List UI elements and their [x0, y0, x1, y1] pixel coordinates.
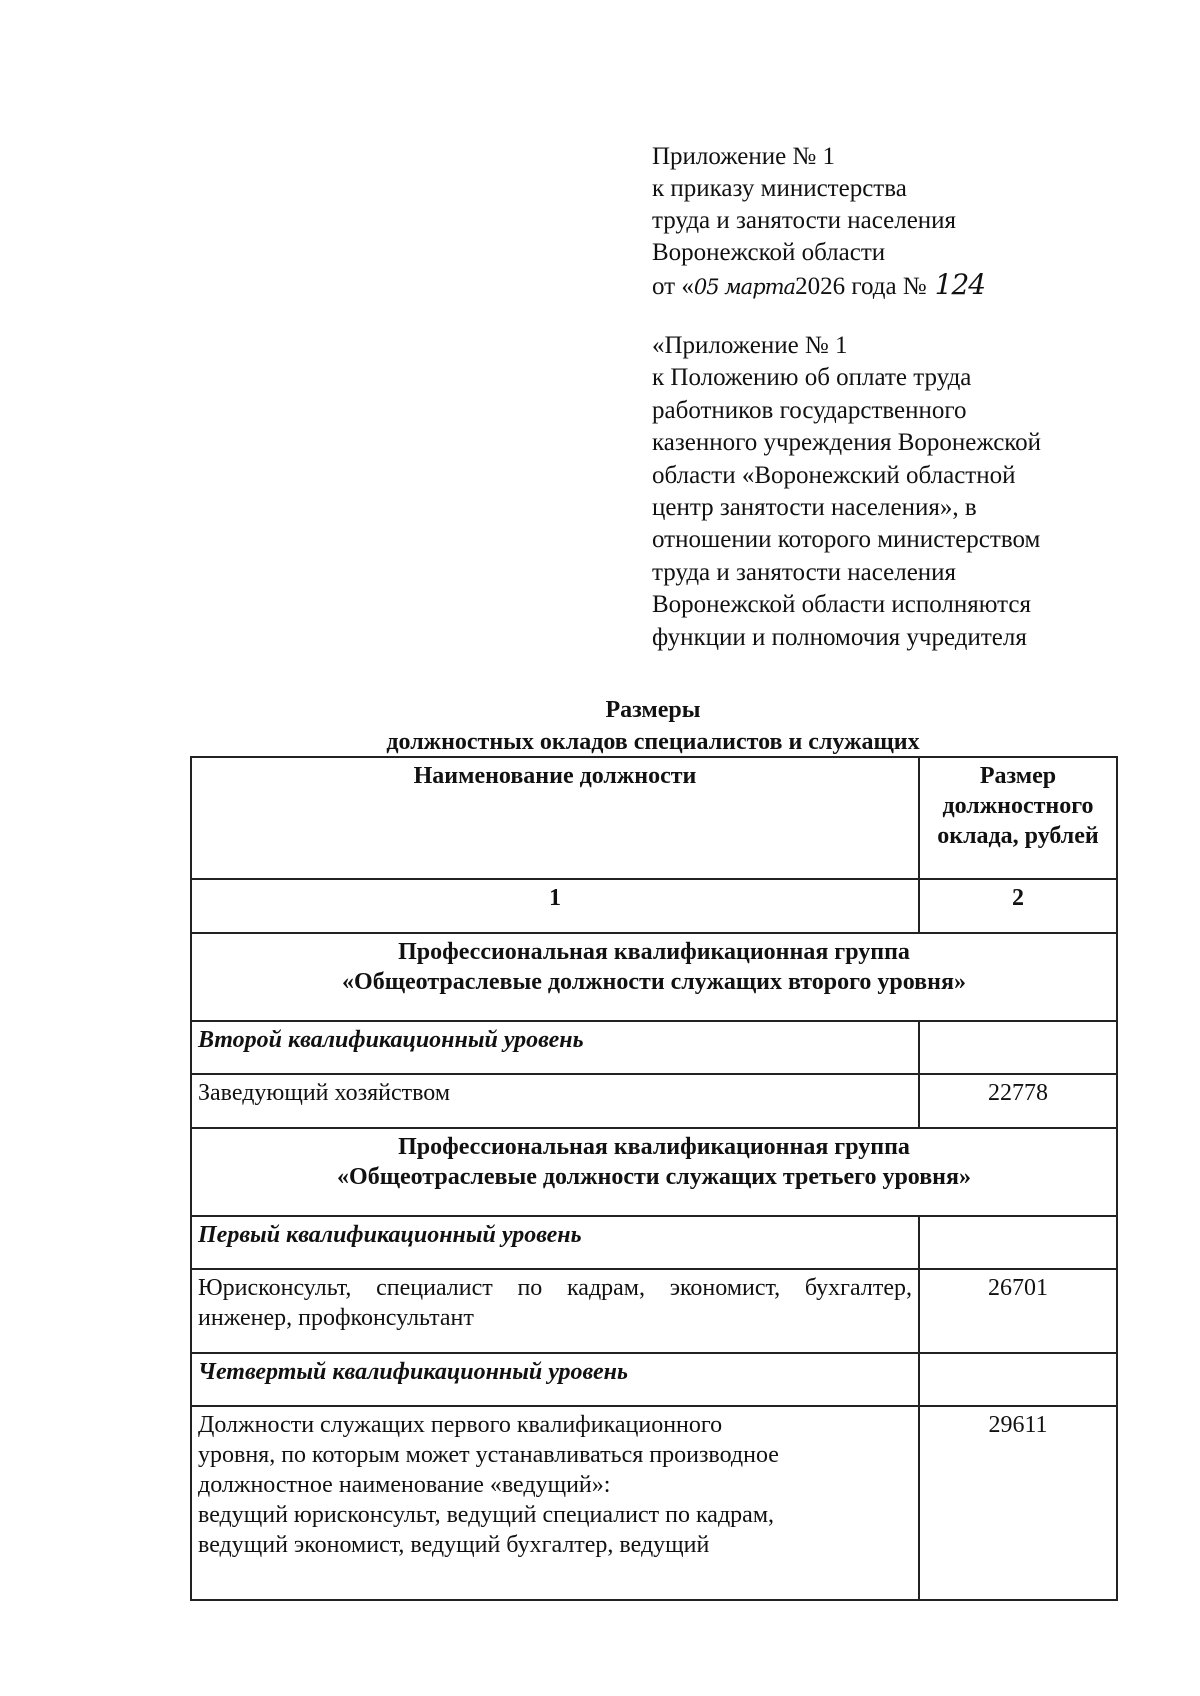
- salary-value: 26701: [919, 1269, 1117, 1353]
- header-line: к приказу министерства: [652, 175, 907, 202]
- order-attachment-header: [652, 141, 1152, 303]
- column-header-salary: [919, 757, 1117, 879]
- document-title: [190, 694, 1116, 758]
- position-name-line: уровня, по которым может устанавливаться производное: [198, 1442, 779, 1468]
- group-title: [191, 1128, 1117, 1216]
- date-prefix: от «: [652, 273, 694, 300]
- date-year: 2026 года №: [795, 273, 927, 300]
- level-row: [191, 1021, 1117, 1074]
- handwritten-order-number: 124: [934, 268, 986, 301]
- level-label: Второй квалификационный уровень: [191, 1021, 919, 1074]
- appendix-line: функции и полномочия учредителя: [652, 623, 1027, 651]
- table-row: [191, 1074, 1117, 1128]
- position-name: [191, 1406, 919, 1600]
- title-line-2: должностных окладов специалистов и служащих: [386, 729, 920, 755]
- position-name: Заведующий хозяйством: [191, 1074, 919, 1128]
- level-row: [191, 1353, 1117, 1406]
- group-title-line: «Общеотраслевые должности служащих третьего уровня»: [337, 1164, 971, 1190]
- empty-cell: [919, 1353, 1117, 1406]
- position-name-line: должностное наименование «ведущий»:: [198, 1472, 611, 1498]
- appendix-line: «Приложение № 1: [652, 332, 848, 359]
- position-name-line: ведущий юрисконсульт, ведущий специалист по кадрам,: [198, 1502, 774, 1528]
- column-number-1: 1: [191, 879, 919, 933]
- header-text: должностного: [942, 793, 1094, 819]
- table-row: [191, 1406, 1117, 1600]
- appendix-line: работников государственного: [652, 396, 967, 424]
- position-name-line: ведущий экономист, ведущий бухгалтер, ведущий: [198, 1532, 710, 1558]
- group-row: [191, 933, 1117, 1021]
- header-line: Воронежской области: [652, 239, 886, 266]
- empty-cell: [919, 1216, 1117, 1269]
- appendix-line: казенного учреждения Воронежской: [652, 429, 1042, 457]
- group-title-line: «Общеотраслевые должности служащих второго уровня»: [342, 969, 966, 995]
- appendix-line: отношении которого министерством: [652, 526, 1041, 554]
- appendix-line: Воронежской области исполняются: [652, 591, 1031, 619]
- handwritten-date: 05 марта: [693, 275, 796, 299]
- column-header-position: Наименование должности: [191, 757, 919, 879]
- header-line: труда и занятости населения: [652, 207, 957, 234]
- table-header-row: [191, 757, 1117, 879]
- salary-value: 29611: [919, 1406, 1117, 1600]
- group-row: [191, 1128, 1117, 1216]
- group-title: [191, 933, 1117, 1021]
- header-line: Приложение № 1: [652, 143, 836, 170]
- group-title-line: Профессиональная квалификационная группа: [398, 939, 910, 965]
- group-title-line: Профессиональная квалификационная группа: [398, 1134, 910, 1160]
- position-name: Юрисконсульт, специалист по кадрам, экономист, бухгалтер, инженер, профконсультант: [191, 1269, 919, 1353]
- regulation-appendix-header: [652, 330, 1122, 654]
- header-text: оклада, рублей: [937, 823, 1099, 849]
- empty-cell: [919, 1021, 1117, 1074]
- header-text: Размер: [979, 763, 1057, 789]
- position-name-line: Должности служащих первого квалификационного: [198, 1412, 723, 1438]
- level-label: Первый квалификационный уровень: [191, 1216, 919, 1269]
- appendix-line: к Положению об оплате труда: [652, 364, 972, 392]
- appendix-line: области «Воронежский областной: [652, 461, 1016, 489]
- order-date-line: [652, 269, 1152, 303]
- salary-table: [190, 756, 1118, 1601]
- appendix-line: труда и занятости населения: [652, 558, 957, 586]
- salary-value: 22778: [919, 1074, 1117, 1128]
- appendix-line: центр занятости населения», в: [652, 494, 977, 522]
- table-row: [191, 1269, 1117, 1353]
- level-row: [191, 1216, 1117, 1269]
- level-label: Четвертый квалификационный уровень: [191, 1353, 919, 1406]
- column-number-row: [191, 879, 1117, 933]
- title-line-1: Размеры: [605, 697, 701, 723]
- column-number-2: 2: [919, 879, 1117, 933]
